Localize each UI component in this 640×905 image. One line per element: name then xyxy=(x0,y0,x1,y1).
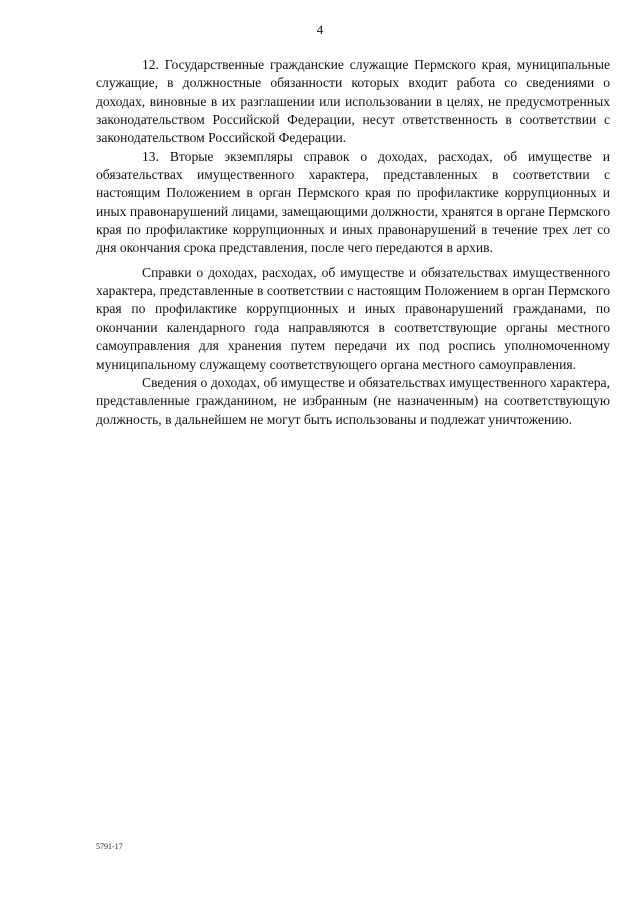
footer-document-code: 5791-17 xyxy=(96,842,123,851)
paragraph-certificates-citizens: Справки о доходах, расходах, об имуществе и обязательствах имущественного характера, представленные в соответствии с настоящим Положением в орган Пермского края по профилактике коррупционных и иных правонарушений гражданами, по окончании календарного года направляются в соответствующие органы местного самоуправления для хранения путем передачи их под роспись уполномоченному муниципальному служащему соответствующего органа местного самоуправления. xyxy=(96,264,610,372)
page-number: 4 xyxy=(316,22,324,37)
paragraph-information-destruction: Сведения о доходах, об имуществе и обязательствах имущественного характера, представленные гражданином, не избранным (не назначенным) на соответствующую должность, в дальнейшем не могут быть использованы и подлежат уничтожению. xyxy=(96,374,610,427)
document-body xyxy=(96,56,610,429)
paragraph-13: 13. Вторые экземпляры справок о доходах, расходах, об имуществе и обязательствах имущественного характера, представленных в соответствии с настоящим Положением в орган Пермского края по профилактике коррупционных и иных правонарушений лицами, замещающими должности, хранятся в органе Пермского края по профилактике коррупционных и иных правонарушений в течение трех лет со дня окончания срока представления, после чего передаются в архив. xyxy=(96,148,610,256)
paragraph-12: 12. Государственные гражданские служащие Пермского края, муниципальные служащие, в должностные обязанности которых входит работа со сведениями о доходах, виновные в их разглашении или использовании в целях, не предусмотренных законодательством Российской Федерации, несут ответственность в соответствии с законодательством Российской Федерации. xyxy=(96,57,610,146)
